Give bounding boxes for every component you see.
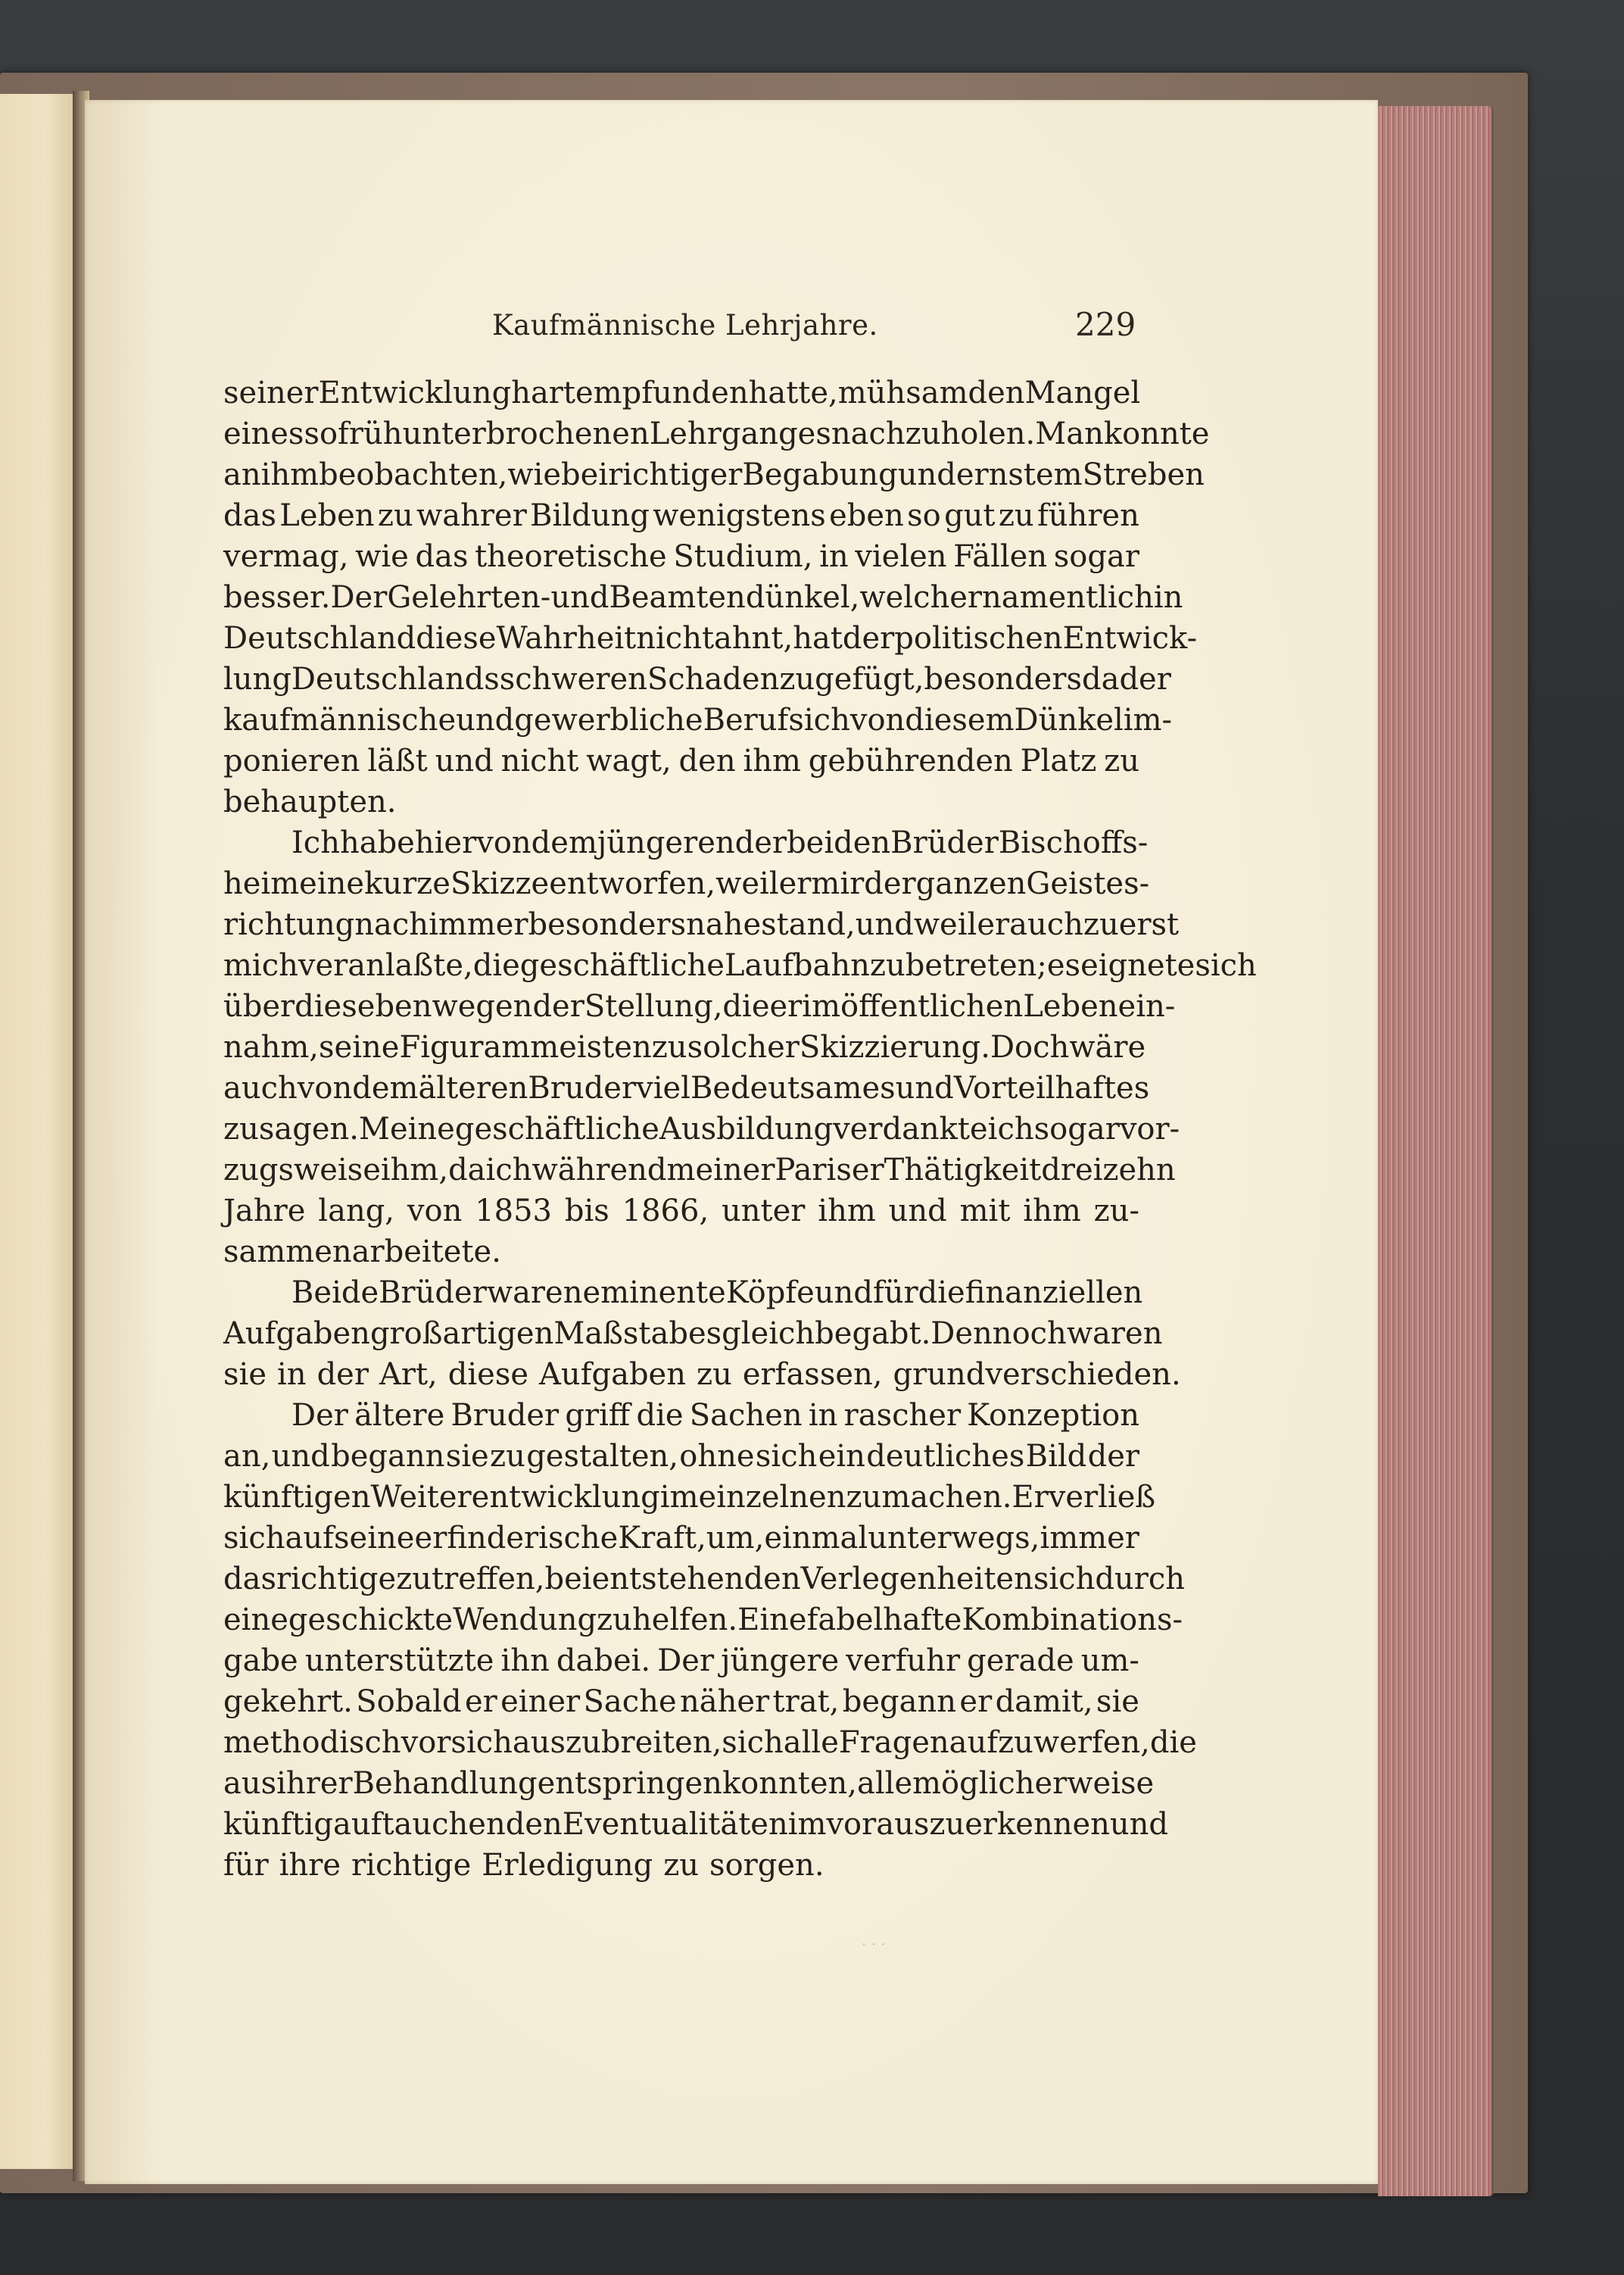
text-line: an, und begann sie zu gestalten, ohne sich ein deutliches Bild der xyxy=(223,1439,1139,1474)
page-number: 229 xyxy=(1075,306,1136,343)
text-line: lung Deutschlands schweren Schaden zugefügt, besonders da der xyxy=(223,662,1171,697)
text-line: gekehrt. Sobald er einer Sache näher trat, begann er damit, sie xyxy=(223,1684,1139,1719)
text-line: Der ältere Bruder griff die Sachen in rascher Konzeption xyxy=(291,1398,1139,1433)
text-line: Deutschland diese Wahrheit nicht ahnt, hat der politischen Entwick- xyxy=(223,621,1198,656)
text-line: auch von dem älteren Bruder viel Bedeutsames und Vorteilhaftes xyxy=(223,1071,1150,1106)
text-line: Jahre lang, von 1853 bis 1866, unter ihm und mit ihm zu- xyxy=(223,1194,1139,1228)
text-line: Ich habe hier von dem jüngeren der beiden Brüder Bischoffs- xyxy=(291,825,1149,860)
running-title: Kaufmännische Lehrjahre. xyxy=(492,309,878,342)
text-line: richtung nach immer besonders nahe stand, und weil er auch zuerst xyxy=(223,907,1180,942)
text-line: kaufmännische und gewerbliche Beruf sich von diesem Dünkel im- xyxy=(223,703,1173,738)
text-line: Aufgaben großartigen Maßstabes gleich begabt. Dennoch waren xyxy=(223,1316,1163,1351)
text-line: zu sagen. Meine geschäftliche Ausbildung verdankte ich sogar vor- xyxy=(223,1112,1180,1147)
text-line: eine geschickte Wendung zu helfen. Eine fabelhafte Kombinations- xyxy=(223,1602,1183,1637)
left-page-edge xyxy=(0,94,77,2169)
text-line: zugsweise ihm, da ich während meiner Pariser Thätigkeit dreizehn xyxy=(223,1153,1176,1187)
text-line: eines so früh unterbrochenen Lehrganges nachzuholen. Man konnte xyxy=(223,417,1210,451)
text-line: das Leben zu wahrer Bildung wenigstens eben so gut zu führen xyxy=(223,498,1139,533)
running-head xyxy=(492,306,1136,354)
text-line: das richtige zu treffen, bei entstehenden Verlegenheiten sich durch xyxy=(223,1562,1185,1596)
text-line: ponieren läßt und nicht wagt, den ihm gebührenden Platz zu xyxy=(223,744,1139,779)
text-line: künftigen Weiterentwicklung im einzelnen zu machen. Er verließ xyxy=(223,1480,1156,1515)
text-line: künftig auftauchenden Eventualitäten im voraus zu erkennen und xyxy=(223,1807,1169,1842)
page-edges xyxy=(1378,106,1494,2196)
text-line: methodisch vor sich auszubreiten, sich alle Fragen aufzuwerfen, die xyxy=(223,1725,1197,1760)
page-mark: · · · xyxy=(862,1935,886,1953)
text-line: aus ihrer Behandlung entspringen konnten, alle möglicherweise xyxy=(223,1766,1155,1801)
text-line: Beide Brüder waren eminente Köpfe und für die finanziellen xyxy=(291,1275,1143,1310)
text-line: mich veranlaßte, die geschäftliche Laufbahn zu betreten; es eignete sich xyxy=(223,948,1257,983)
text-line: gabe unterstützte ihn dabei. Der jüngere verfuhr gerade um- xyxy=(223,1643,1139,1678)
text-line: an ihm beobachten, wie bei richtiger Begabung und ernstem Streben xyxy=(223,457,1205,492)
text-line: für ihre richtige Erledigung zu sorgen. xyxy=(223,1848,824,1883)
text-line: vermag, wie das theoretische Studium, in vielen Fällen sogar xyxy=(223,539,1139,574)
text-line: besser. Der Gelehrten- und Beamtendünkel, welcher namentlich in xyxy=(223,580,1183,615)
text-line: heim eine kurze Skizze entworfen, weil er mir der ganzen Geistes- xyxy=(223,866,1150,901)
text-line: sammenarbeitete. xyxy=(223,1234,501,1269)
text-line: sich auf seine erfinderische Kraft, um, einmal unterwegs, immer xyxy=(223,1521,1139,1556)
body-text xyxy=(223,373,1257,1886)
text-line: seiner Entwicklung hart empfunden hatte, mühsam den Mangel xyxy=(223,376,1141,410)
text-line: behaupten. xyxy=(223,785,397,819)
text-line: überdies eben wegen der Stellung, die er im öffentlichen Leben ein- xyxy=(223,989,1176,1024)
text-line: nahm, seine Figur am meisten zu solcher Skizzierung. Doch wäre xyxy=(223,1030,1146,1065)
text-line: sie in der Art, diese Aufgaben zu erfassen, grundverschieden. xyxy=(223,1357,1181,1392)
